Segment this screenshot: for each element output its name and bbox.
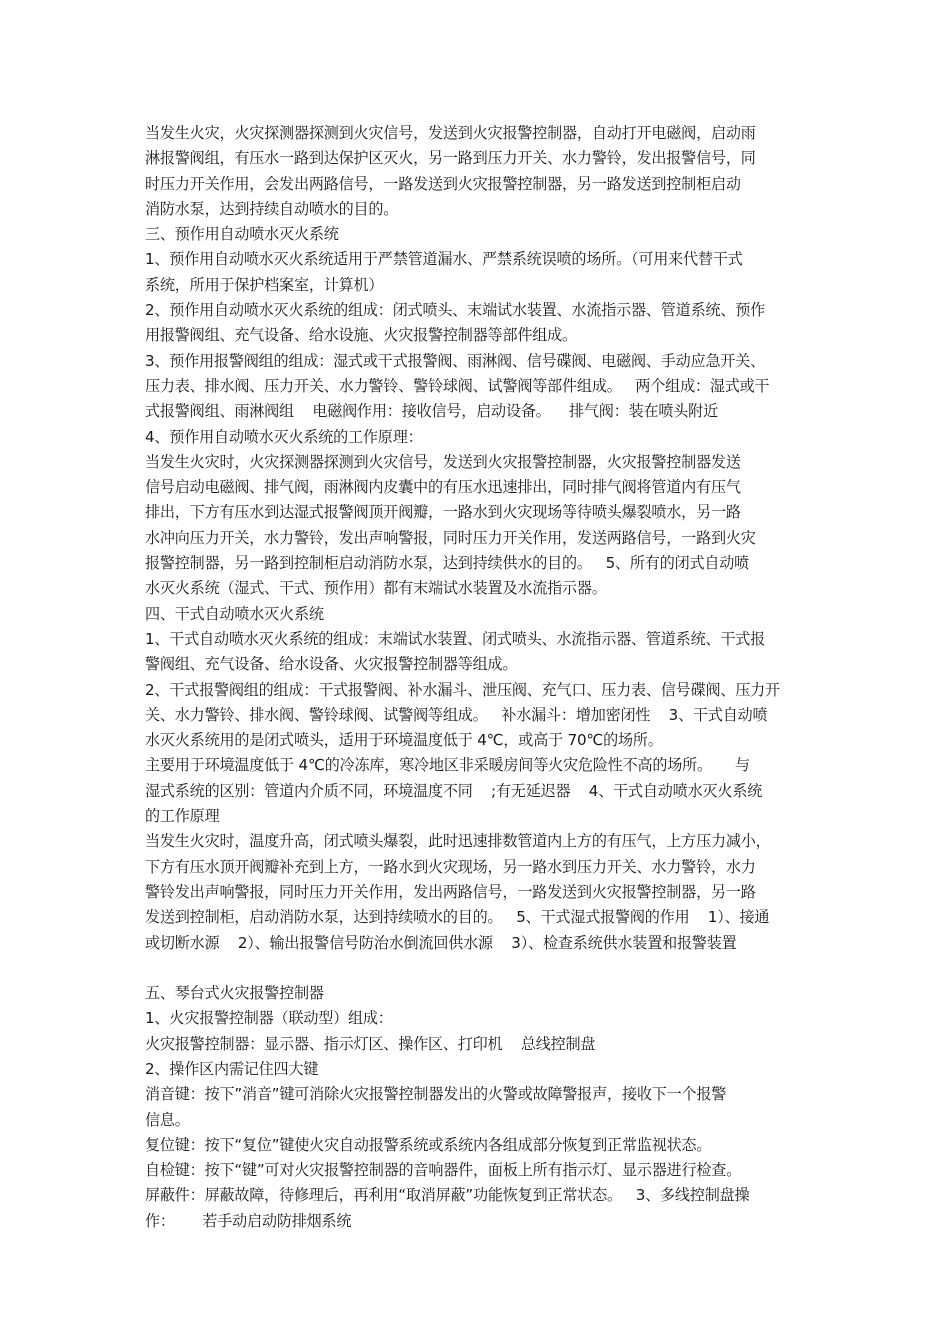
- text-line: 水冲向压力开关，水力警铃，发出声响警报，同时压力开关作用，发送两路信号，一路到火灾: [145, 528, 756, 547]
- text-line: 报警控制器，另一路到控制柜启动消防水泵，达到持续供水的目的。 5、所有的闭式自动喷: [145, 554, 750, 573]
- section-heading: 五、琴台式火灾报警控制器: [145, 984, 324, 1003]
- text-line: 警铃发出声响警报，同时压力开关作用，发出两路信号，一路发送到火灾报警控制器，另一路: [145, 882, 756, 901]
- text-line: 火灾报警控制器：显示器、指示灯区、操作区、打印机 总线控制盘: [145, 1034, 596, 1053]
- text-line: 发送到控制柜，启动消防水泵，达到持续喷水的目的。 5、干式湿式报警阀的作用 1）、接通: [145, 908, 770, 927]
- blank-line: [145, 956, 813, 981]
- text-line: 1、预作用自动喷水灭火系统适用于严禁管道漏水、严禁系统误喷的场所。（可用来代替干式: [145, 250, 743, 269]
- text-line: 4、预作用自动喷水灭火系统的工作原理：: [145, 427, 423, 446]
- text-line: 系统，所用于保护档案室，计算机）: [145, 275, 384, 294]
- text-line: 当发生火灾时，温度升高，闭式喷头爆裂，此时迅速排数管道内上方的有压气，上方压力减小，: [145, 832, 771, 851]
- text-line: 信号启动电磁阀、排气阀，雨淋阀内皮囊中的有压水迅速排出，同时排气阀将管道内有压气: [145, 478, 741, 497]
- text-line: 1、火灾报警控制器（联动型）组成：: [145, 1009, 393, 1028]
- text-line: 或切断水源 2）、输出报警信号防治水倒流回供水源 3）、检查系统供水装置和报警装置: [145, 933, 737, 952]
- text-line: 3、预作用报警阀组的组成：湿式或干式报警阀、雨淋阀、信号碟阀、电磁阀、手动应急开关、: [145, 351, 766, 370]
- text-line: 2、干式报警阀组的组成：干式报警阀、补水漏斗、泄压阀、充气口、压力表、信号碟阀、压力开: [145, 680, 780, 699]
- text-line: 排出，下方有压水到达湿式报警阀顶开阀瓣，一路水到火灾现场等待喷头爆裂喷水，另一路: [145, 503, 741, 522]
- text-line: 主要用于环境温度低于 4℃的冷冻库，寒冷地区非采暖房间等火灾危险性不高的场所。 与: [145, 756, 750, 775]
- text-line: 用报警阀组、充气设备、给水设施、火灾报警控制器等部件组成。: [145, 326, 577, 345]
- text-line: 关、水力警铃、排水阀、警铃球阀、试警阀等组成。 补水漏斗：增加密闭性 3、干式自动喷: [145, 705, 768, 724]
- text-line: 压力表、排水阀、压力开关、水力警铃、警铃球阀、试警阀等部件组成。 两个组成：湿式或干: [145, 376, 770, 395]
- text-line: 湿式系统的区别：管道内介质不同，环境温度不同 ;有无延迟器 4、干式自动喷水灭火系统: [145, 781, 763, 800]
- text-line: 复位键：按下“复位”键使火灾自动报警系统或系统内各组成部分恢复到正常监视状态。: [145, 1135, 712, 1154]
- text-line: 下方有压水顶开阀瓣补充到上方，一路水到火灾现场，另一路水到压力开关、水力警铃，水力: [145, 857, 756, 876]
- text-line: 2、预作用自动喷水灭火系统的组成：闭式喷头、末端试水装置、水流指示器、管道系统、预作: [145, 301, 766, 320]
- text-line: 水灭火系统（湿式、干式、预作用）都有末端试水装置及水流指示器。: [145, 579, 607, 598]
- text-line: 淋报警阀组，有压水一路到达保护区灭火，另一路到压力开关、水力警铃，发出报警信号，同: [145, 149, 756, 168]
- text-line: 警阀组、充气设备、给水设备、火灾报警控制器等组成。: [145, 655, 518, 674]
- text-line: 2、操作区内需记住四大键: [145, 1059, 319, 1078]
- text-line: 的工作原理: [145, 807, 220, 826]
- text-line: 信息。: [145, 1110, 190, 1129]
- section-heading: 三、预作用自动喷水灭火系统: [145, 225, 339, 244]
- text-line: 自检键：按下“键”可对火灾报警控制器的音响器件，面板上所有指示灯、显示器进行检查。: [145, 1161, 742, 1180]
- text-line: 消防水泵，达到持续自动喷水的目的。: [145, 199, 399, 218]
- text-line: 水灭火系统用的是闭式喷头，适用于环境温度低于 4℃，或高于 70℃的场所。: [145, 731, 663, 750]
- text-line: 式报警阀组、雨淋阀组 电磁阀作用：接收信号，启动设备。 排气阀：装在喷头附近: [145, 402, 718, 421]
- document-body: [145, 121, 813, 1234]
- text-line: 消音键：按下”消音”键可消除火灾报警控制器发出的火警或故障警报声，接收下一个报警: [145, 1085, 727, 1104]
- text-line: 当发生火灾时，火灾探测器探测到火灾信号，发送到火灾报警控制器，火灾报警控制器发送: [145, 452, 741, 471]
- text-line: 屏蔽件：屏蔽故障，待修理后，再利用“取消屏蔽”功能恢复到正常状态。 3、多线控制盘操: [145, 1186, 750, 1205]
- section-heading: 四、干式自动喷水灭火系统: [145, 604, 324, 623]
- text-line: 作： 若手动启动防排烟系统: [145, 1211, 352, 1230]
- text-line: 当发生火灾，火灾探测器探测到火灾信号，发送到火灾报警控制器，自动打开电磁阀，启动雨: [145, 124, 756, 142]
- text-line: 时压力开关作用，会发出两路信号，一路发送到火灾报警控制器，另一路发送到控制柜启动: [145, 174, 741, 193]
- text-line: 1、干式自动喷水灭火系统的组成：末端试水装置、闭式喷头、水流指示器、管道系统、干式报: [145, 629, 766, 648]
